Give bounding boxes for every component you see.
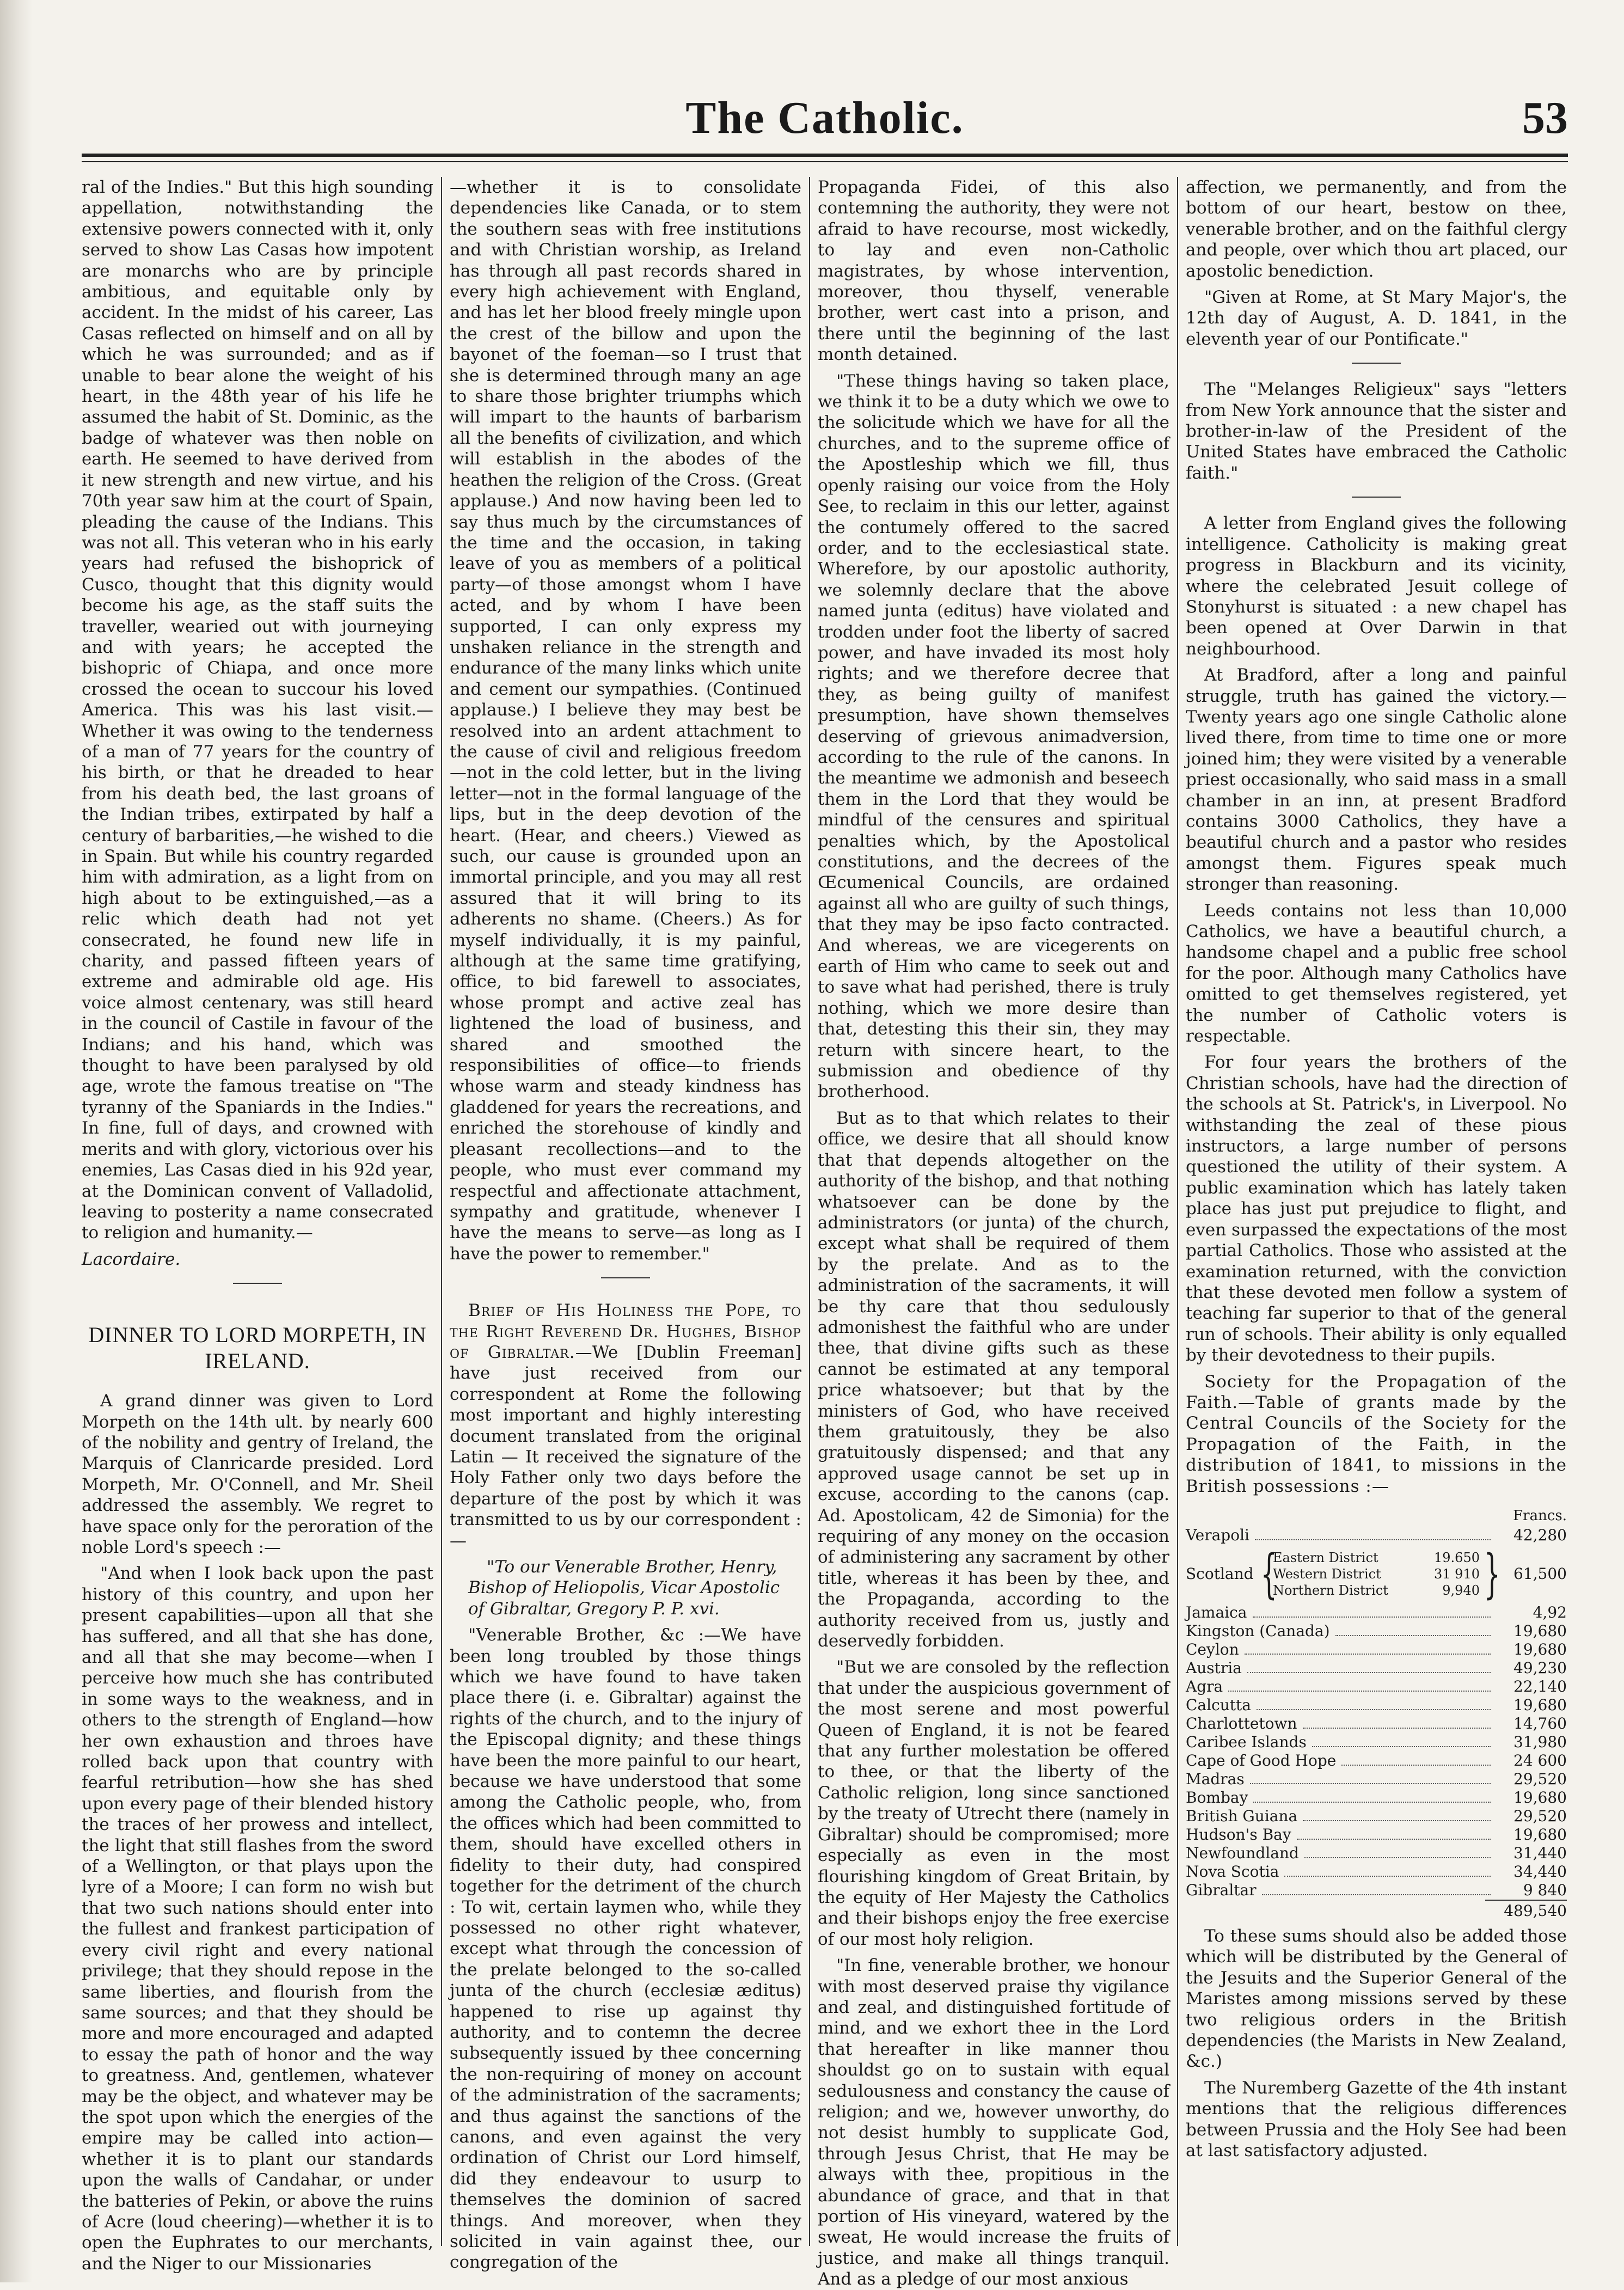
grant-value: 24 600 bbox=[1513, 1751, 1567, 1769]
news-item-england: A letter from England gives the following intelligence. Catholicity is making great progress in Blackburn and its vicinity, where the celebrated Jesuit college of Stonyhurst is situated : a new chapel has been opened at Over Darwin in that neighbourhood. bbox=[1186, 513, 1567, 659]
news-item-new-york: The "Melanges Religieux" says "letters from New York announce that the sister and brother-in-law of the President of the United States have embraced the Catholic faith." bbox=[1186, 379, 1567, 483]
grant-name: British Guiana bbox=[1186, 1807, 1298, 1825]
dot-leader bbox=[1253, 1617, 1491, 1618]
papal-brief-paragraph: "In fine, venerable brother, we honour with most deserved praise thy vigilance and zeal, and distinguished fortitude of mind, and we exhort thee in the Lord that hereafter in like manner thou shouldst go on to sustain with equal sedulousness and constancy the cause of religion; and we, however unworthy, do not desist humbly to supplicate God, through Jesus Christ, that He may be always with thee, propitious in the abundance of grace, and that in that portion of His vineyard, watered by the sweat, He would increase the fruits of justice, and make all things tranquil. And as a pledge of our most anxious bbox=[818, 1956, 1169, 2289]
article-separator bbox=[233, 1283, 282, 1284]
grant-value: 19,680 bbox=[1513, 1788, 1567, 1807]
dot-leader bbox=[1335, 1635, 1491, 1636]
grants-row bbox=[1186, 1733, 1567, 1752]
grants-row bbox=[1186, 1603, 1567, 1622]
district-row bbox=[1273, 1550, 1480, 1566]
dot-leader bbox=[1228, 1691, 1491, 1692]
district-name: Eastern District bbox=[1273, 1550, 1378, 1565]
grants-table bbox=[1186, 1507, 1567, 1920]
grant-value: 31,980 bbox=[1513, 1732, 1567, 1751]
article-separator bbox=[1352, 363, 1401, 364]
header-rule-thin bbox=[82, 161, 1568, 162]
dot-leader bbox=[1304, 1857, 1491, 1858]
grant-name: Hudson's Bay bbox=[1186, 1825, 1291, 1844]
grant-name: Bombay bbox=[1186, 1788, 1248, 1807]
grant-value: 19,680 bbox=[1513, 1621, 1567, 1640]
propagation-society-intro: Society for the Propagation of the Faith.—Table of grants made by the Central Councils of the Society for the Propagation of the Faith, in the distribution of 1841, to missions in the British possessions :— bbox=[1186, 1371, 1567, 1496]
grant-name: Newfoundland bbox=[1186, 1844, 1299, 1862]
column-1 bbox=[82, 177, 433, 2274]
news-item-bradford: At Bradford, after a long and painful struggle, truth has gained the victory.— Twenty years ago one single Catholic alone lived there, from time to time one or more joined him; they were visited by a venerable priest occasionally, who said mass in a small chamber in an inn, at present Bradford contains 3000 Catholics, they have a beautiful church and a pastor who resides amongst them. Figures speak much stronger than reasoning. bbox=[1186, 665, 1567, 895]
dot-leader bbox=[1253, 1802, 1491, 1803]
news-item-leeds: Leeds contains not less than 10,000 Catholics, we have a beautiful church, a handsome chapel and a public free school for the poor. Although many Catholics have omitted to get themselves registered, yet the number of Catholic voters is respectable. bbox=[1186, 901, 1567, 1046]
right-brace: } bbox=[1484, 1543, 1501, 1605]
article-separator bbox=[601, 1277, 650, 1278]
dot-leader bbox=[1284, 1876, 1491, 1877]
grants-row bbox=[1186, 1752, 1567, 1770]
grants-row bbox=[1186, 1807, 1567, 1826]
district-name: Western District bbox=[1273, 1566, 1381, 1582]
papal-brief-address: "To our Venerable Brother, Henry, Bishop of Heliopolis, Vicar Apostolic of Gibraltar, Gregory P. P. xvi. bbox=[468, 1557, 780, 1619]
dot-leader bbox=[1303, 1728, 1491, 1729]
dot-leader bbox=[1262, 1894, 1491, 1895]
las-casas-article-text: ral of the Indies." But this high sounding appellation, notwithstanding the extensive powers connected with it, only served to show Las Casas how impotent are monarchs who are by principle ambitious, and equitable only by accident. In the midst of his career, Las Casas reflected on himself and on all by which he was surrounded; and as if unable to bear alone the weight of his heart, in the 48th year of his life he assumed the habit of St. Dominic, as the badge of whatever was then noble on earth. He seemed to have derived from it new strength and new virtue, and his 70th year saw him at the court of Spain, pleading the cause of the Indians. This was not all. This veteran who in his early years had refused the bishoprick of Cusco, thought that this dignity would become his age, as the staff suits the traveller, wearied out with journeying and with years; he accepted the bishopric of Chiapa, and once more crossed the ocean to succour his loved America. This was his last visit.— Whether it was owing to the tenderness of a man of 77 years for the country of his birth, or that he dreaded to hear from his death bed, the last groans of the Indian tribes, extirpated by half a century of barbarities,—he wished to die in Spain. But while his country regarded him with admiration, as a light from on high about to be extinguished,—as a relic which death had not yet consecrated, he found new life in charity, and passed fifteen years of extreme and admirable old age. His voice almost centenary, was still heard in the council of Castile in favour of the Indians; and his hand, which was thought to have been paralysed by old age, wrote the famous treatise on "The tyranny of the Spaniards in the Indies." In fine, full of days, and crowned with merits and with glory, victorious over his enemies, Las Casas died in his 92d year, at the Dominican convent of Valladolid, leaving to posterity a name consecrated to religion and humanity.— bbox=[82, 177, 433, 1243]
papal-brief-paragraph: But as to that which relates to their office, we desire that all should know that that depends altogether on the authority of the bishop, and that nothing whatsoever can be done by the administrators (or junta) of the church, except what shall be required of them by the prelate. And as to the administration of the sacraments, it will be thy care that thou sedulously admonishest the faithful who are under thee, that divine gifts such as these cannot be estimated at any temporal price whatsoever; but that by the ministers of God, who have received them gratuitously, they be also gratuitously dispensed; and that any approved usage cannot be set up in excuse, according to the canons (cap. Ad. Apostolicam, 42 de Simonia) for the requiring of any money on the occasion of administering any sacrament by other title, whereas it has been by thee, and the Propaganda, according to the authority received from us, justly and deservedly forbidden. bbox=[818, 1108, 1169, 1651]
newspaper-title: The Catholic. bbox=[685, 93, 964, 143]
grant-name: Austria bbox=[1186, 1658, 1242, 1677]
grants-row bbox=[1186, 1677, 1567, 1696]
column-3 bbox=[818, 177, 1169, 2289]
grant-name: Madras bbox=[1186, 1769, 1245, 1788]
grants-row bbox=[1186, 1881, 1567, 1900]
district-row bbox=[1273, 1566, 1480, 1582]
grants-row bbox=[1186, 1863, 1567, 1881]
page-number: 53 bbox=[1522, 93, 1568, 143]
grant-name: Charlottetown bbox=[1186, 1714, 1297, 1732]
dot-leader bbox=[1247, 1672, 1491, 1673]
grant-value: 14,760 bbox=[1513, 1714, 1567, 1732]
grant-name: Nova Scotia bbox=[1186, 1862, 1279, 1881]
district-name: Northern District bbox=[1273, 1582, 1388, 1598]
dot-leader bbox=[1312, 1746, 1491, 1747]
page-edge-shadow bbox=[0, 0, 33, 2282]
grant-value: 9 840 bbox=[1523, 1881, 1567, 1899]
grants-row bbox=[1186, 1640, 1567, 1659]
district-value: 31 910 bbox=[1434, 1566, 1480, 1582]
grant-name: Kingston (Canada) bbox=[1186, 1621, 1330, 1640]
grants-row bbox=[1186, 1844, 1567, 1863]
grants-total: 489,540 bbox=[1485, 1900, 1567, 1920]
papal-brief-paragraph: "Venerable Brother, &c :—We have been long troubled by those things which we have found to have taken place there (i. e. Gibraltar) against the rights of the church, and to the injury of the Episcopal dignity; and these things have been the more painful to our heart, because we have understood that some among the Catholic people, who, from the offices which had been committed to them, should have excelled others in fidelity to their duty, had conspired together for the detriment of the church : To wit, certain laymen who, while they possessed no other right whatever, except what through the concession of the prelate belonged to the so-called junta of the church (ecclesiæ æditus) happened to rise up against thy authority, and to contemn the decree subsequently issued by thee concerning the non-requiring of money on account of the administration of the sacraments; and thus against the sanctions of the canons, and even against the very ordination of Christ our Lord himself, did they endeavour to usurp to themselves the dominion of sacred things. And moreover, when they solicited in vain against thee, our congregation of the bbox=[450, 1625, 801, 2273]
dot-leader bbox=[1257, 1709, 1491, 1710]
district-value: 9,940 bbox=[1442, 1582, 1480, 1598]
left-brace: { bbox=[1260, 1543, 1278, 1605]
grant-name: Verapoli bbox=[1186, 1526, 1249, 1544]
dot-leader bbox=[1250, 1783, 1491, 1784]
grants-row bbox=[1186, 1696, 1567, 1715]
grants-row-scotland bbox=[1186, 1543, 1567, 1605]
grant-value: 22,140 bbox=[1513, 1677, 1567, 1695]
column-2 bbox=[450, 177, 801, 2273]
grants-row bbox=[1186, 1526, 1567, 1545]
grant-value: 4,92 bbox=[1533, 1603, 1567, 1621]
grant-value: 19,680 bbox=[1513, 1695, 1567, 1714]
grants-row bbox=[1186, 1789, 1567, 1807]
morpeth-intro-paragraph: A grand dinner was given to Lord Morpeth on the 14th ult. by nearly 600 of the nobility and gentry of Ireland, the Marquis of Clanricarde presided. Lord Morpeth, Mr. O'Connell, and Mr. Sheil addressed the assembly. We regret to have space only for the peroration of the noble Lord's speech :— bbox=[82, 1391, 433, 1557]
grant-name: Gibraltar bbox=[1186, 1881, 1257, 1899]
grant-value: 19,680 bbox=[1513, 1640, 1567, 1658]
grant-name: Ceylon bbox=[1186, 1640, 1239, 1658]
news-item-nuremberg: The Nuremberg Gazette of the 4th instant mentions that the religious differences between Prussia and the Holy See had been at last satisfactory adjusted. bbox=[1186, 2078, 1567, 2161]
grants-currency-header: Francs. bbox=[1513, 1507, 1567, 1524]
papal-brief-continued: Propaganda Fidei, of this also contemning the authority, they were not afraid to have recourse, most wickedly, to lay and even non-Catholic magistrates, by whose intervention, moreover, thou thyself, venerable brother, wert cast into a prison, and there until the beginning of the last month detained. bbox=[818, 177, 1169, 365]
grants-table-body bbox=[1186, 1526, 1567, 1900]
grant-value: 29,520 bbox=[1513, 1769, 1567, 1788]
district-value: 19.650 bbox=[1434, 1550, 1480, 1565]
column-divider bbox=[1177, 177, 1178, 2246]
news-item-jesuits-maristes: To these sums should also be added those which will be distributed by the General of the Jesuits and the Superior General of the Maristes among missions served by these two religious orders in the British dependencies (the Marists in New Zealand, &c.) bbox=[1186, 1926, 1567, 2072]
grant-value: 42,280 bbox=[1513, 1526, 1567, 1544]
grant-value: 49,230 bbox=[1513, 1658, 1567, 1677]
grants-row bbox=[1186, 1826, 1567, 1844]
grant-name: Scotland bbox=[1186, 1564, 1254, 1583]
grant-name: Agra bbox=[1186, 1677, 1223, 1695]
page-header bbox=[82, 87, 1568, 147]
article-heading-morpeth-dinner: DINNER TO LORD MORPETH, IN IRELAND. bbox=[88, 1322, 427, 1374]
grants-row bbox=[1186, 1659, 1567, 1677]
column-divider bbox=[441, 177, 442, 2246]
grant-value: 61,500 bbox=[1513, 1564, 1567, 1583]
grant-name: Cape of Good Hope bbox=[1186, 1751, 1337, 1769]
scotland-districts bbox=[1273, 1550, 1480, 1599]
grant-value: 19,680 bbox=[1513, 1825, 1567, 1844]
dot-leader bbox=[1341, 1765, 1491, 1766]
grants-row bbox=[1186, 1770, 1567, 1789]
grant-name: Calcutta bbox=[1186, 1695, 1251, 1714]
grant-value: 34,440 bbox=[1513, 1862, 1567, 1881]
article-signature: Lacordaire. bbox=[82, 1249, 181, 1269]
column-4 bbox=[1186, 177, 1567, 2246]
column-divider bbox=[809, 177, 810, 2246]
grant-value: 31,440 bbox=[1513, 1844, 1567, 1862]
papal-brief-dateline: "Given at Rome, at St Mary Major's, the 12th day of August, A. D. 1841, in the eleventh year of our Pontificate." bbox=[1186, 287, 1567, 349]
morpeth-speech-paragraph: "And when I look back upon the past history of this country, and upon her present capabilities—upon all that she has suffered, and all that she has done, and all that she may become—when I perceive how much she has contributed in some ways to the weakness, and in others to the strength of England—how her own exhaustion and throes have rolled back upon that country with fearful retribution—how she has shed upon every page of their blended history the traces of her prowess and intellect, the light that still flashes from the sword of a Wellington, or that plays upon the lyre of a Moore; I can form no wish but that two such nations should enter into the fullest and frankest participation of every civil right and every national privilege; that they should repose in the same liberties, and flourish from the same sources; and that they should be more and more encouraged and adapted to essay the path of honor and the way to greatness. And, gentlemen, whatever may be the object, and whatever may be the spot upon which the energies of the empire may be called into action—whether it is to plant our standards upon the walls of Candahar, or under the batteries of Pekin, or above the ruins of Acre (loud cheering)—whether it is to open the Euphrates to our merchants, and the Niger to our Missionaries bbox=[82, 1564, 433, 2274]
dot-leader bbox=[1303, 1820, 1491, 1821]
article-separator bbox=[1352, 497, 1401, 498]
district-row bbox=[1273, 1582, 1480, 1599]
grant-name: Caribee Islands bbox=[1186, 1732, 1307, 1751]
papal-brief-heading: Brief of His Holiness the Pope, to the Right Reverend Dr. Hughes, Bishop of Gibraltar. bbox=[450, 1301, 801, 1362]
grant-value: 29,520 bbox=[1513, 1807, 1567, 1825]
papal-brief-intro: —We [Dublin Freeman] have just received from our correspondent at Rome the following most important and highly interesting document translated from the original Latin — It received the signature of the Holy Father only two days before the departure of the post by which it was transmitted to us by our correspondent :— bbox=[450, 1342, 801, 1551]
dot-leader bbox=[1297, 1839, 1491, 1840]
papal-brief-closing: affection, we permanently, and from the bottom of our heart, bestow on thee, venerable brother, and on the faithful clergy and people, over which thou art placed, our apostolic benediction. bbox=[1186, 177, 1567, 281]
papal-brief-paragraph: "But we are consoled by the reflection that under the auspicious government of the most serene and most powerful Queen of England, it is not be feared that any further molestation be offered to thee, or that the liberty of the Catholic religion, long since sanctioned by the treaty of Utrecht there (namely in Gibraltar) should be compromised; more especially as even in the most flourishing kingdom of Great Britain, by the equity of Her Majesty the Catholics and their bishops enjoy the free exercise of our most holy religion. bbox=[818, 1657, 1169, 1949]
dot-leader bbox=[1255, 1539, 1491, 1540]
morpeth-speech-continued: —whether it is to consolidate dependencies like Canada, or to stem the southern seas with free institutions and with Christian worship, as Ireland has through all past records shared in every high achievement with England, and has let her blood freely mingle upon the crest of the billow and upon the bayonet of the foeman—so I trust that she is determined through many an age to share those brighter triumphs which will impart to the haunts of barbarism all the benefits of civilization, and which will establish in the abodes of the heathen the religion of the Cross. (Great applause.) And now having been led to say thus much by the circumstances of the time and the occasion, in taking leave of you as members of a political party—of those amongst whom I have acted, and by whom I have been supported, I can only express my unshaken reliance in the strength and endurance of the many links which unite and cement our sympathies. (Continued applause.) I believe they may best be resolved into an ardent attachment to the cause of civil and religious freedom—not in the cold letter, but in the living letter—not in the formal language of the lips, but in the deep devotion of the heart. (Hear, and cheers.) Viewed as such, our cause is grounded upon an immortal principle, and you may all rest assured that it will bring to its adherents no shame. (Cheers.) As for myself individually, it is my painful, although at the same time gratifying, office, to bid farewell to associates, whose prompt and active zeal has lightened the load of business, and shared and smoothed the responsibilities of office—to friends whose warm and steady kindness has gladdened for years the recreations, and enriched the storehouse of kindly and pleasant recollections—and to the people, who must ever command my respectful and affectionate attachment, sympathy and gratitude, whenever I have the means to serve—as long as I have the power to remember." bbox=[450, 177, 801, 1264]
dot-leader bbox=[1245, 1654, 1491, 1655]
grants-row bbox=[1186, 1715, 1567, 1733]
news-item-liverpool: For four years the brothers of the Christian schools, have had the direction of the schools at St. Patrick's, in Liverpool. No withstanding the zeal of these pious instructors, a large number of persons questioned the utility of their system. A public examination which has lately taken place has just put prejudice to flight, and even surpassed the expectations of the most partial Catholics. Those who assisted at the examination returned, with the conviction that these devoted men follow a system of teaching far superior to that of the general run of schools. Their ability is only equalled by their devotedness to their pupils. bbox=[1186, 1052, 1567, 1366]
papal-brief-paragraph: "These things having so taken place, we think it to be a duty which we owe to the solicitude which we have for all the churches, and to the supreme office of the Apostleship which we fill, thus openly raising our voice from the Holy See, to reclaim in this our letter, against the contumely offered to the sacred order, and to the ecclesiastical state. Wherefore, by our apostolic authority, we solemnly declare that the above named junta (editus) have violated and trodden under foot the liberty of sacred power, and have invaded its most holy rights; and we therefore decree that they, as being guilty of manifest presumption, have shown themselves deserving of grievous animadversion, according to the rule of the canons. In the meantime we admonish and beseech them in the Lord that they would be mindful of the censures and spiritual penalties which, by the Apostolical constitutions, and the decrees of the Œcumenical Councils, are ordained against all who are guilty of such things, that they may be ipso facto contracted. And whereas, we are vicegerents on earth of Him who came to seek out and to save what had perished, there is truly nothing, which we more desire than that, detesting this their sin, they may return with sincere heart, to the submission and obedience of thy brotherhood. bbox=[818, 371, 1169, 1102]
header-rule-thick bbox=[82, 154, 1568, 157]
grants-row bbox=[1186, 1622, 1567, 1640]
grant-name: Jamaica bbox=[1186, 1603, 1247, 1621]
